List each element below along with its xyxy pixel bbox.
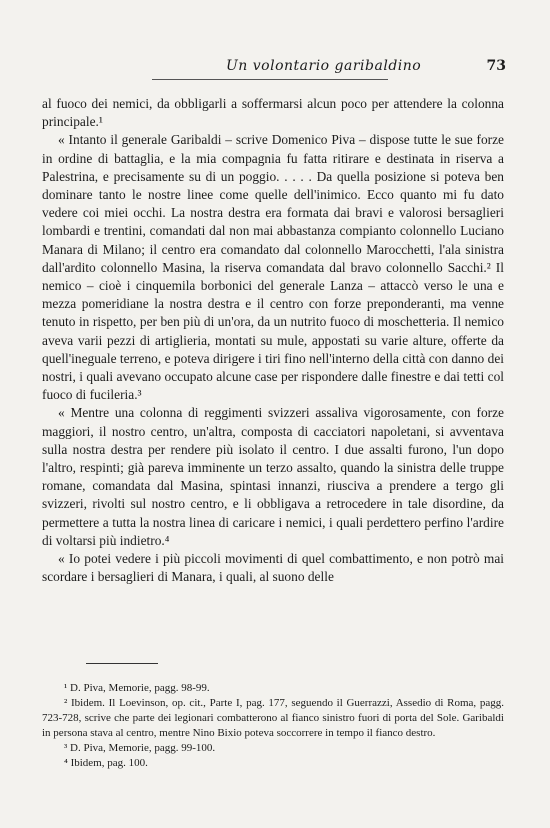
paragraph-2: « Intanto il generale Garibaldi – scrive Domenico Piva – dispose tutte le sue forze in ordine di battaglia, e la mia compagnia fu fatta ritirare e destinata in riserva a Palestrina, e precisamente su di un poggio. . . . . Da quella posizione si poteva ben dominare tanto le nostre linee come quelle dell'inimico. Ecco quanto mi fu dato vedere coi miei occhi. La nostra destra era formata dai bravi e valorosi bersaglieri lombardi e trentini, comandati dal non mai abbastanza compianto colonnello Luciano Manara di Milano; il centro era comandato dal colonnello Marocchetti, l'ala sinistra dall'ardito colonnello Masina, la riserva comandata dal bravo colonnello Sacchi.² Il nemico – cioè i cinquemila borbonici del generale Lanza – attaccò verso le una e mezza pomeridiane la nostra destra e il centro con forze preponderanti, ma venne tenuto in rispetto, per ben più di un'ora, da un nutrito fuoco di moschetteria. Il nemico aveva varii pezzi di artiglieria, montati su mule, appostati su varie alture, offerte da quell'ineguale terreno, e poteva dirigere i tiri fino nell'interno della città con danno dei nostri, i quali avevano occupato alcune case per rispondere dalle finestre e dai tetti col fuoco di fucileria.³ [42, 132, 504, 403]
footnote-3: ³ D. Piva, Memorie, pagg. 99-100. [64, 741, 216, 754]
page-header [40, 58, 506, 78]
footnote-rule [86, 663, 158, 664]
body-text [42, 95, 504, 586]
paragraph-1: al fuoco dei nemici, da obbligarli a soffermarsi alcun poco per attendere la colonna principale.¹ [42, 96, 504, 130]
footnote-4: ⁴ Ibidem, pag. 100. [64, 756, 148, 769]
running-title: Un volontario garibaldino [226, 58, 422, 74]
footnotes [42, 681, 504, 770]
paragraph-4: « Io potei vedere i più piccoli movimenti di quel combattimento, e non potrò mai scordare i bersaglieri di Manara, i quali, al suono delle [42, 551, 504, 585]
page-number: 73 [486, 58, 506, 74]
footnote-2: ² Ibidem. Il Loevinson, op. cit., Parte I, pag. 177, seguendo il Guerrazzi, Assedio di Roma, pagg. 723-728, scrive che parte dei legionari combatterono al fianco sinistro fuori di porta del Sole. Garibaldi in persona stava al centro, mentre Nino Bixio poteva soccorrere in tempo il fianco destro. [42, 696, 504, 739]
footnote-1: ¹ D. Piva, Memorie, pagg. 98-99. [64, 682, 210, 694]
header-rule [152, 79, 388, 80]
paragraph-3: « Mentre una colonna di reggimenti svizzeri assaliva vigorosamente, con forze maggiori, il nostro centro, un'altra, composta di cacciatori napoletani, si avventava sulla nostra destra per rendere più isolato il centro. I due assalti furono, l'un dopo l'altro, respinti; già pareva imminente un terzo assalto, quando la sinistra delle truppe romane, comandata dal Masina, spintasi innanzi, riusciva a prendere a tergo gli svizzeri, rivolti sul nostro centro, e li obbligava a retrocedere in tale disordine, da permettere a tutta la nostra linea di caricare i nemici, i quali perdettero perfino l'ardire di voltarsi più indietro.⁴ [42, 405, 504, 548]
